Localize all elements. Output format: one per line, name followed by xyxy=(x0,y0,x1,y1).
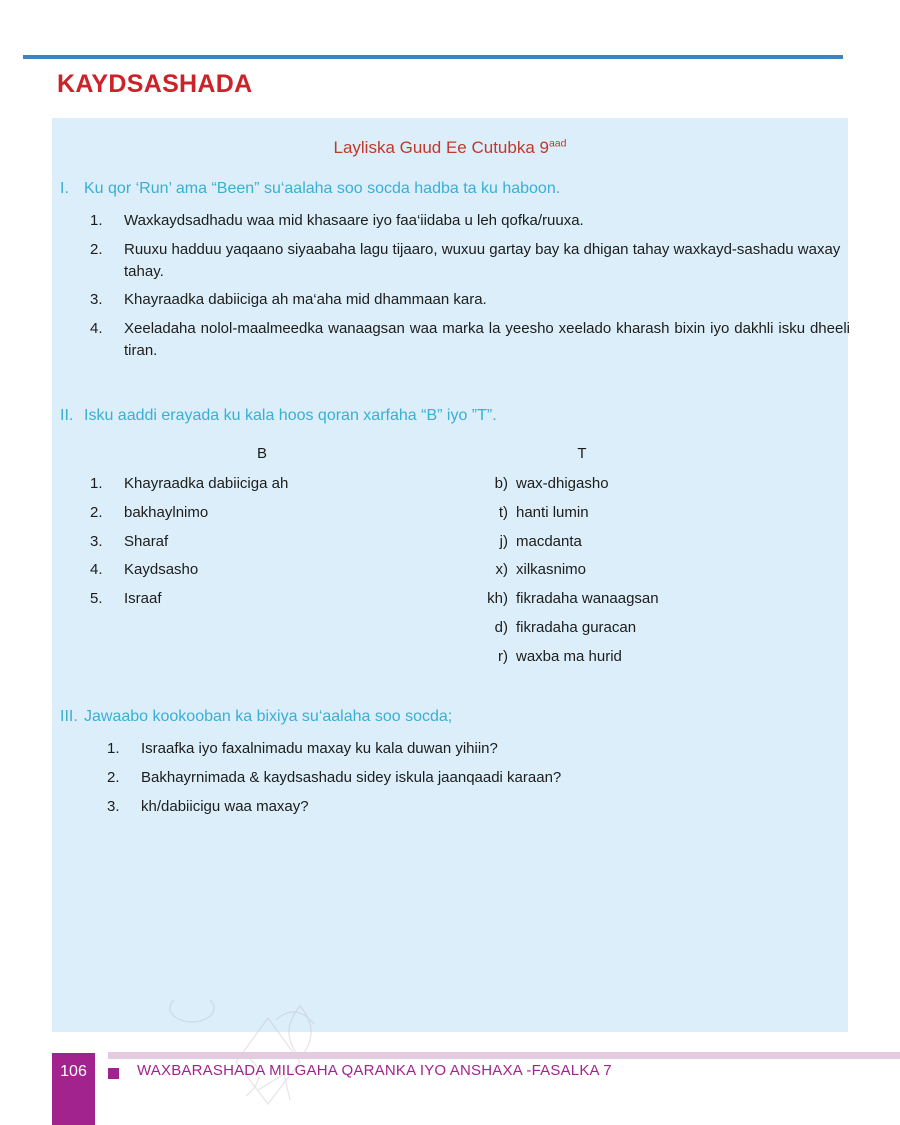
section-title-1: Ku qor ‘Run’ ama “Been” su‘aalaha soo socda hadba ta ku haboon. xyxy=(84,180,561,197)
exercise-panel-heading xyxy=(52,138,848,158)
list-item-marker: b) xyxy=(494,475,508,492)
list-item xyxy=(90,559,420,581)
list-item-text: Israafka iyo faxalnimadu maxay ku kala duwan yihiin? xyxy=(141,740,498,757)
list-item xyxy=(90,531,420,553)
list-item-marker: 3. xyxy=(90,532,103,550)
section-title-3: Jawaabo kookooban ka bixiya su‘aalaha soo socda; xyxy=(84,708,453,725)
list-item-text: wax-dhigasho xyxy=(516,475,609,492)
list-item-text: waxba ma hurid xyxy=(516,647,622,665)
list-item-marker: 1. xyxy=(107,740,120,757)
exercise-panel xyxy=(52,118,848,1032)
list-item-text: xilkasnimo xyxy=(516,561,587,579)
list-item-text: Sharaf xyxy=(124,532,169,550)
section-heading-3 xyxy=(60,706,840,728)
list-item-marker: 4. xyxy=(90,320,103,337)
section-3-list xyxy=(107,738,827,824)
section-number-1: I. xyxy=(60,180,69,197)
list-item-marker: 5. xyxy=(90,590,103,607)
list-item-text: Kaydsasho xyxy=(124,561,199,579)
section-heading-1 xyxy=(60,178,840,200)
list-item-marker: 2. xyxy=(107,768,120,786)
list-item-text: Waxkaydsadhadu waa mid khasaare iyo faa‘iidaba u leh qofka/ruuxa. xyxy=(124,212,584,229)
list-item-marker: j) xyxy=(499,532,508,550)
page-number-tab xyxy=(52,1053,95,1125)
list-item-text: Israaf xyxy=(124,590,162,607)
list-item-text: fikradaha wanaagsan xyxy=(516,590,659,607)
list-item xyxy=(90,289,850,311)
exercise-heading-text: Layliska Guud Ee Cutubka 9 xyxy=(333,138,549,157)
list-item xyxy=(90,239,850,283)
list-item-marker: 1. xyxy=(90,212,103,229)
list-item-marker: t) xyxy=(498,503,508,521)
exercise-heading-superscript: aad xyxy=(548,137,567,150)
list-item-marker: 1. xyxy=(90,475,103,492)
list-item xyxy=(472,473,832,495)
top-divider-rule xyxy=(23,55,843,59)
list-item xyxy=(472,588,832,610)
list-item-text: bakhaylnimo xyxy=(124,503,209,521)
list-item xyxy=(90,473,420,495)
section-1-list xyxy=(90,210,850,369)
list-item-text: Xeeladaha nolol-maalmeedka wanaagsan waa marka la yeesho xeelado kharash bixin iyo dakhli isku dheeli tiran. xyxy=(124,320,850,359)
list-item xyxy=(472,531,832,553)
list-item xyxy=(90,588,420,610)
list-item-marker: 2. xyxy=(90,240,103,258)
list-item xyxy=(472,502,832,524)
list-item-text: hanti lumin xyxy=(516,503,589,521)
list-item-text: Khayraadka dabiiciga ah ma‘aha mid dhammaan kara. xyxy=(124,291,487,309)
list-item-marker: 3. xyxy=(107,797,120,815)
list-item-text: fikradaha guracan xyxy=(516,618,637,636)
footer-divider-rule xyxy=(108,1052,900,1059)
footer-title: WAXBARASHADA MILGAHA QARANKA IYO ANSHAXA -FASALKA 7 xyxy=(137,1062,612,1079)
list-item xyxy=(90,210,850,232)
match-column-t-list xyxy=(472,473,832,674)
section-title-2: Isku aaddi erayada ku kala hoos qoran xarfaha “B” iyo ”T”. xyxy=(84,407,497,424)
section-number-2: II. xyxy=(60,407,74,424)
list-item xyxy=(472,646,832,668)
list-item-marker: d) xyxy=(494,618,508,636)
list-item xyxy=(107,796,827,818)
list-item xyxy=(107,738,827,760)
list-item xyxy=(107,767,827,789)
list-item-marker: r) xyxy=(498,647,508,665)
list-item-marker: kh) xyxy=(487,590,508,607)
list-item xyxy=(472,559,832,581)
column-header-b: B xyxy=(256,445,267,462)
column-header-t: T xyxy=(577,445,587,462)
section-heading-2 xyxy=(60,405,840,427)
list-item-text: Ruuxu hadduu yaqaano siyaabaha lagu tijaaro, wuxuu gartay bay ka dhigan tahay waxkayd-sashadu waxay tahay. xyxy=(124,240,841,280)
match-column-b-list xyxy=(90,473,420,617)
list-item xyxy=(90,318,850,362)
list-item xyxy=(472,617,832,639)
list-item-marker: 4. xyxy=(90,561,103,579)
list-item-text: macdanta xyxy=(516,532,582,550)
list-item xyxy=(90,502,420,524)
page-title: KAYDSASHADA xyxy=(57,70,253,98)
list-item-text: kh/dabiicigu waa maxay? xyxy=(141,797,309,815)
page-number: 106 xyxy=(60,1063,87,1080)
square-bullet-icon xyxy=(108,1068,119,1079)
list-item-marker: x) xyxy=(495,561,508,579)
list-item-marker: 3. xyxy=(90,291,103,309)
list-item-marker: 2. xyxy=(90,503,103,521)
list-item-text: Khayraadka dabiiciga ah xyxy=(124,475,289,492)
section-number-3: III. xyxy=(60,708,78,725)
list-item-text: Bakhayrnimada & kaydsashadu sidey iskula jaanqaadi karaan? xyxy=(141,768,562,786)
